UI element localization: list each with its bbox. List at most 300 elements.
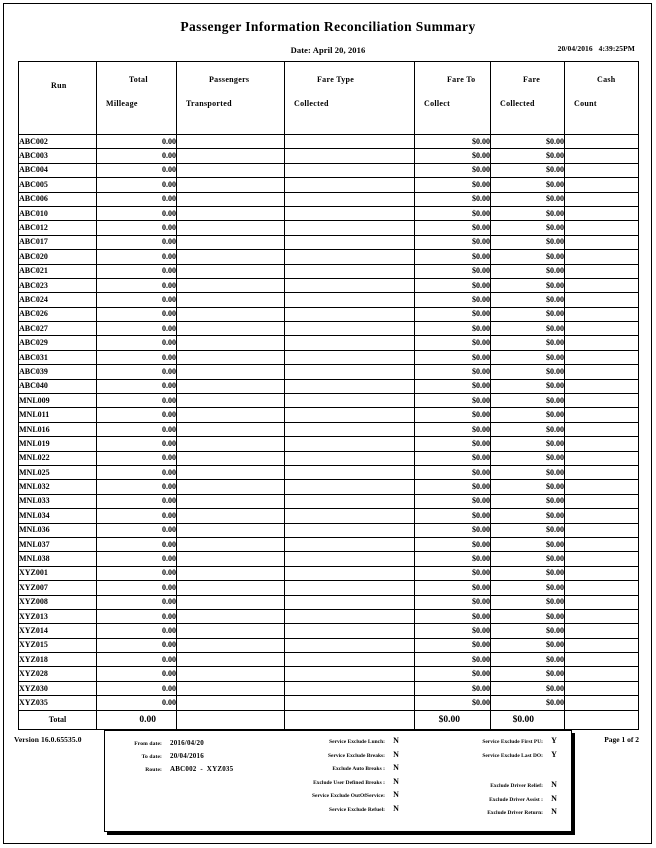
total-milleage-cell: 0.00 xyxy=(97,149,177,163)
fare-type-collected-cell xyxy=(285,149,415,163)
cash-count-cell xyxy=(565,235,639,249)
fare-collected-cell: $0.00 xyxy=(491,537,565,551)
fare-type-collected-cell xyxy=(285,221,415,235)
parameter-flag-row xyxy=(415,750,565,764)
passengers-transported-cell xyxy=(177,638,285,652)
parameter-flag-row xyxy=(415,794,565,808)
table-row xyxy=(19,365,639,379)
fare-collected-cell: $0.00 xyxy=(491,365,565,379)
table-row xyxy=(19,494,639,508)
parameter-flag-row xyxy=(255,750,407,764)
fare-collected-cell: $0.00 xyxy=(491,667,565,681)
fare-collected-cell: $0.00 xyxy=(491,307,565,321)
parameters-right-column xyxy=(415,736,565,821)
fare-to-collect-cell: $0.00 xyxy=(415,365,491,379)
table-row xyxy=(19,307,639,321)
parameter-flag-row xyxy=(415,736,565,750)
run-cell: MNL016 xyxy=(19,422,97,436)
fare-collected-cell: $0.00 xyxy=(491,206,565,220)
passengers-transported-cell xyxy=(177,581,285,595)
run-cell: MNL034 xyxy=(19,509,97,523)
run-cell: XYZ015 xyxy=(19,638,97,652)
fare-type-collected-cell xyxy=(285,350,415,364)
fare-collected-cell: $0.00 xyxy=(491,494,565,508)
total-milleage-cell: 0.00 xyxy=(97,451,177,465)
fare-collected-cell: $0.00 xyxy=(491,278,565,292)
fare-type-collected-cell xyxy=(285,322,415,336)
parameter-flag-label: Exclude Driver Relief: xyxy=(490,783,543,789)
passengers-transported-cell xyxy=(177,552,285,566)
passengers-transported-cell xyxy=(177,696,285,710)
cash-count-cell xyxy=(565,537,639,551)
fare-collected-cell: $0.00 xyxy=(491,523,565,537)
fare-type-collected-cell xyxy=(285,135,415,149)
parameter-flag-value: N xyxy=(551,780,557,789)
cash-count-cell xyxy=(565,379,639,393)
total-milleage-cell: 0.00 xyxy=(97,408,177,422)
table-row xyxy=(19,451,639,465)
column-header-fare-to-collect xyxy=(415,62,491,135)
table-row xyxy=(19,336,639,350)
parameter-value: 2016/04/20 xyxy=(170,739,204,747)
parameter-value: 20/04/2016 xyxy=(170,752,204,760)
column-header-fare-type-collected-line1: Fare Type xyxy=(317,75,355,84)
parameter-flag-label: Exclude Auto Breaks : xyxy=(332,766,385,772)
fare-collected-cell: $0.00 xyxy=(491,192,565,206)
fare-collected-cell: $0.00 xyxy=(491,480,565,494)
cash-count-cell xyxy=(565,135,639,149)
table-row xyxy=(19,250,639,264)
fare-to-collect-cell: $0.00 xyxy=(415,221,491,235)
parameter-flag-label: Exclude Driver Assist : xyxy=(489,796,543,803)
column-header-run-line1: Run xyxy=(51,81,67,90)
cash-count-cell xyxy=(565,437,639,451)
fare-to-collect-cell: $0.00 xyxy=(415,624,491,638)
run-cell: ABC004 xyxy=(19,163,97,177)
fare-to-collect-cell: $0.00 xyxy=(415,178,491,192)
passengers-transported-cell xyxy=(177,365,285,379)
column-header-fare-collected xyxy=(491,62,565,135)
run-cell: ABC010 xyxy=(19,206,97,220)
cash-count-cell xyxy=(565,681,639,695)
parameter-flag-value: N xyxy=(393,749,399,759)
fare-collected-cell: $0.00 xyxy=(491,437,565,451)
fare-to-collect-cell: $0.00 xyxy=(415,566,491,580)
fare-type-collected-cell xyxy=(285,250,415,264)
fare-type-collected-cell xyxy=(285,192,415,206)
cash-count-cell xyxy=(565,206,639,220)
table-row xyxy=(19,264,639,278)
table-row xyxy=(19,235,639,249)
fare-collected-cell: $0.00 xyxy=(491,581,565,595)
table-row xyxy=(19,480,639,494)
parameter-flag-label: Service Exclude Last DO: xyxy=(482,752,543,759)
parameter-flag-value: N xyxy=(393,790,399,799)
table-row xyxy=(19,566,639,580)
passengers-transported-cell xyxy=(177,379,285,393)
table-row xyxy=(19,681,639,695)
fare-type-collected-cell xyxy=(285,624,415,638)
fare-type-collected-cell xyxy=(285,437,415,451)
total-milleage-cell: 0.00 xyxy=(97,552,177,566)
fare-to-collect-cell: $0.00 xyxy=(415,149,491,163)
total-milleage-cell: 0.00 xyxy=(97,135,177,149)
fare-to-collect-cell: $0.00 xyxy=(415,408,491,422)
fare-type-collected-cell xyxy=(285,307,415,321)
passengers-transported-cell xyxy=(177,710,285,729)
fare-type-collected-cell xyxy=(285,566,415,580)
table-row xyxy=(19,163,639,177)
table-row xyxy=(19,465,639,479)
fare-to-collect-cell: $0.00 xyxy=(415,638,491,652)
total-milleage-cell: 0.00 xyxy=(97,322,177,336)
fare-collected-cell: $0.00 xyxy=(491,350,565,364)
fare-collected-cell: $0.00 xyxy=(491,609,565,623)
fare-collected-cell: $0.00 xyxy=(491,710,565,729)
fare-type-collected-cell xyxy=(285,206,415,220)
fare-to-collect-cell: $0.00 xyxy=(415,696,491,710)
fare-collected-cell: $0.00 xyxy=(491,322,565,336)
fare-type-collected-cell xyxy=(285,581,415,595)
passengers-transported-cell xyxy=(177,149,285,163)
table-row xyxy=(19,178,639,192)
total-milleage-cell: 0.00 xyxy=(97,494,177,508)
run-cell: ABC040 xyxy=(19,379,97,393)
cash-count-cell xyxy=(565,408,639,422)
parameter-flag-label: Exclude Driver Return: xyxy=(487,810,543,816)
passengers-transported-cell xyxy=(177,135,285,149)
cash-count-cell xyxy=(565,178,639,192)
total-milleage-cell: 0.00 xyxy=(97,422,177,436)
table-row xyxy=(19,509,639,523)
total-milleage-cell: 0.00 xyxy=(97,221,177,235)
fare-collected-cell: $0.00 xyxy=(491,638,565,652)
fare-collected-cell: $0.00 xyxy=(491,135,565,149)
parameter-label: To date: xyxy=(141,754,162,760)
fare-to-collect-cell: $0.00 xyxy=(415,480,491,494)
column-header-fare-to-collect-line1: Fare To xyxy=(447,75,476,84)
report-date-line: Date: April 20, 2016 xyxy=(290,45,366,55)
fare-type-collected-cell xyxy=(285,595,415,609)
passengers-transported-cell xyxy=(177,394,285,408)
fare-type-collected-cell xyxy=(285,509,415,523)
fare-collected-cell: $0.00 xyxy=(491,422,565,436)
parameter-flag-row xyxy=(255,763,407,777)
fare-collected-cell: $0.00 xyxy=(491,681,565,695)
total-milleage-cell: 0.00 xyxy=(97,638,177,652)
fare-to-collect-cell: $0.00 xyxy=(415,422,491,436)
fare-type-collected-cell xyxy=(285,537,415,551)
fare-to-collect-cell: $0.00 xyxy=(415,278,491,292)
cash-count-cell xyxy=(565,552,639,566)
run-cell: XYZ007 xyxy=(19,581,97,595)
column-header-fare-type-collected xyxy=(285,62,415,135)
column-header-passengers-transported-line2: Transported xyxy=(186,99,232,108)
fare-collected-cell: $0.00 xyxy=(491,465,565,479)
run-cell: XYZ001 xyxy=(19,566,97,580)
run-cell: MNL009 xyxy=(19,394,97,408)
fare-to-collect-cell: $0.00 xyxy=(415,264,491,278)
parameter-flag-value: N xyxy=(393,763,399,772)
run-cell: XYZ018 xyxy=(19,653,97,667)
fare-collected-cell: $0.00 xyxy=(491,235,565,249)
fare-collected-cell: $0.00 xyxy=(491,552,565,566)
fare-type-collected-cell xyxy=(285,178,415,192)
parameter-flag-value: N xyxy=(551,807,557,816)
fare-collected-cell: $0.00 xyxy=(491,624,565,638)
cash-count-cell xyxy=(565,221,639,235)
fare-collected-cell: $0.00 xyxy=(491,293,565,307)
fare-type-collected-cell xyxy=(285,465,415,479)
run-cell: Total xyxy=(19,710,97,729)
column-header-total-milleage xyxy=(97,62,177,135)
passengers-transported-cell xyxy=(177,336,285,350)
table-row xyxy=(19,149,639,163)
table-row xyxy=(19,537,639,551)
fare-collected-cell: $0.00 xyxy=(491,379,565,393)
fare-to-collect-cell: $0.00 xyxy=(415,163,491,177)
parameter-flag-label: Service Exclude Lunch: xyxy=(329,739,385,745)
total-milleage-cell: 0.00 xyxy=(97,350,177,364)
parameters-panel xyxy=(104,730,572,832)
parameter-value: ABC002 - XYZ035 xyxy=(170,765,234,773)
cash-count-cell xyxy=(565,163,639,177)
cash-count-cell xyxy=(565,653,639,667)
run-cell: MNL033 xyxy=(19,494,97,508)
fare-to-collect-cell: $0.00 xyxy=(415,293,491,307)
total-milleage-cell: 0.00 xyxy=(97,480,177,494)
fare-type-collected-cell xyxy=(285,235,415,249)
passengers-transported-cell xyxy=(177,250,285,264)
cash-count-cell xyxy=(565,523,639,537)
total-milleage-cell: 0.00 xyxy=(97,178,177,192)
cash-count-cell xyxy=(565,581,639,595)
column-header-fare-type-collected-line2: Collected xyxy=(294,99,329,108)
passengers-transported-cell xyxy=(177,437,285,451)
passengers-transported-cell xyxy=(177,178,285,192)
fare-to-collect-cell: $0.00 xyxy=(415,235,491,249)
passengers-transported-cell xyxy=(177,206,285,220)
total-milleage-cell: 0.00 xyxy=(97,235,177,249)
total-milleage-cell: 0.00 xyxy=(97,609,177,623)
column-header-fare-collected-line1: Fare xyxy=(523,75,541,84)
fare-type-collected-cell xyxy=(285,696,415,710)
reconciliation-table xyxy=(18,61,639,730)
parameter-flag-row xyxy=(255,804,407,818)
passengers-transported-cell xyxy=(177,422,285,436)
passengers-transported-cell xyxy=(177,192,285,206)
total-milleage-cell: 0.00 xyxy=(97,595,177,609)
run-cell: ABC021 xyxy=(19,264,97,278)
cash-count-cell xyxy=(565,278,639,292)
run-cell: MNL019 xyxy=(19,437,97,451)
parameter-flag-row xyxy=(415,807,565,821)
fare-collected-cell: $0.00 xyxy=(491,221,565,235)
run-cell: XYZ035 xyxy=(19,696,97,710)
parameter-flag-row xyxy=(255,790,407,804)
passengers-transported-cell xyxy=(177,595,285,609)
cash-count-cell xyxy=(565,710,639,729)
parameter-flag-label: Service Exclude Breaks: xyxy=(327,752,385,759)
parameters-middle-column xyxy=(255,736,407,817)
run-cell: ABC003 xyxy=(19,149,97,163)
run-cell: MNL025 xyxy=(19,465,97,479)
fare-collected-cell: $0.00 xyxy=(491,394,565,408)
passengers-transported-cell xyxy=(177,408,285,422)
total-milleage-cell: 0.00 xyxy=(97,192,177,206)
fare-collected-cell: $0.00 xyxy=(491,163,565,177)
cash-count-cell xyxy=(565,293,639,307)
passengers-transported-cell xyxy=(177,264,285,278)
fare-to-collect-cell: $0.00 xyxy=(415,322,491,336)
parameter-flag-row xyxy=(415,763,565,780)
cash-count-cell xyxy=(565,609,639,623)
fare-type-collected-cell xyxy=(285,681,415,695)
column-header-cash-count-line2: Count xyxy=(574,99,597,108)
total-milleage-cell: 0.00 xyxy=(97,696,177,710)
passengers-transported-cell xyxy=(177,494,285,508)
passengers-transported-cell xyxy=(177,653,285,667)
parameter-flag-value: Y xyxy=(551,736,557,745)
fare-to-collect-cell: $0.00 xyxy=(415,135,491,149)
fare-collected-cell: $0.00 xyxy=(491,336,565,350)
parameter-flag-label: Exclude User Defined Breaks : xyxy=(313,779,385,786)
passengers-transported-cell xyxy=(177,523,285,537)
fare-to-collect-cell: $0.00 xyxy=(415,552,491,566)
fare-type-collected-cell xyxy=(285,609,415,623)
fare-to-collect-cell: $0.00 xyxy=(415,192,491,206)
table-row xyxy=(19,609,639,623)
fare-type-collected-cell xyxy=(285,379,415,393)
run-cell: MNL022 xyxy=(19,451,97,465)
passengers-transported-cell xyxy=(177,609,285,623)
table-row xyxy=(19,437,639,451)
cash-count-cell xyxy=(565,250,639,264)
total-milleage-cell: 0.00 xyxy=(97,509,177,523)
fare-type-collected-cell xyxy=(285,710,415,729)
fare-to-collect-cell: $0.00 xyxy=(415,465,491,479)
table-row xyxy=(19,394,639,408)
fare-type-collected-cell xyxy=(285,523,415,537)
total-milleage-cell: 0.00 xyxy=(97,394,177,408)
parameter-label: Route: xyxy=(145,767,162,773)
run-cell: XYZ014 xyxy=(19,624,97,638)
run-cell: ABC002 xyxy=(19,135,97,149)
cash-count-cell xyxy=(565,494,639,508)
total-milleage-cell: 0.00 xyxy=(97,365,177,379)
fare-collected-cell: $0.00 xyxy=(491,149,565,163)
run-cell: ABC031 xyxy=(19,350,97,364)
parameter-flag-row xyxy=(255,736,407,750)
parameter-flag-value: N xyxy=(393,776,399,786)
fare-type-collected-cell xyxy=(285,394,415,408)
table-row xyxy=(19,552,639,566)
passengers-transported-cell xyxy=(177,681,285,695)
total-milleage-cell: 0.00 xyxy=(97,537,177,551)
column-header-fare-to-collect-line2: Collect xyxy=(424,99,451,108)
parameter-flag-value: N xyxy=(393,803,399,813)
fare-type-collected-cell xyxy=(285,638,415,652)
passengers-transported-cell xyxy=(177,221,285,235)
total-milleage-cell: 0.00 xyxy=(97,264,177,278)
fare-to-collect-cell: $0.00 xyxy=(415,350,491,364)
table-total-row xyxy=(19,710,639,729)
fare-to-collect-cell: $0.00 xyxy=(415,437,491,451)
table-row xyxy=(19,624,639,638)
fare-to-collect-cell: $0.00 xyxy=(415,609,491,623)
cash-count-cell xyxy=(565,149,639,163)
cash-count-cell xyxy=(565,638,639,652)
table-header-row xyxy=(19,62,639,135)
cash-count-cell xyxy=(565,566,639,580)
run-cell: XYZ030 xyxy=(19,681,97,695)
total-milleage-cell: 0.00 xyxy=(97,293,177,307)
run-cell: ABC005 xyxy=(19,178,97,192)
parameter-flag-value: Y xyxy=(551,749,557,759)
total-milleage-cell: 0.00 xyxy=(97,206,177,220)
table-row xyxy=(19,581,639,595)
fare-to-collect-cell: $0.00 xyxy=(415,379,491,393)
fare-collected-cell: $0.00 xyxy=(491,566,565,580)
table-row xyxy=(19,523,639,537)
total-milleage-cell: 0.00 xyxy=(97,523,177,537)
fare-collected-cell: $0.00 xyxy=(491,696,565,710)
table-row xyxy=(19,422,639,436)
table-row xyxy=(19,653,639,667)
passengers-transported-cell xyxy=(177,163,285,177)
total-milleage-cell: 0.00 xyxy=(97,278,177,292)
run-cell: MNL011 xyxy=(19,408,97,422)
print-timestamp: 20/04/2016 4:39:25PM xyxy=(557,44,635,53)
fare-collected-cell: $0.00 xyxy=(491,264,565,278)
fare-type-collected-cell xyxy=(285,365,415,379)
total-milleage-cell: 0.00 xyxy=(97,437,177,451)
cash-count-cell xyxy=(565,480,639,494)
fare-to-collect-cell: $0.00 xyxy=(415,336,491,350)
total-milleage-cell: 0.00 xyxy=(97,624,177,638)
cash-count-cell xyxy=(565,451,639,465)
cash-count-cell xyxy=(565,624,639,638)
total-milleage-cell: 0.00 xyxy=(97,379,177,393)
column-header-fare-collected-line2: Collected xyxy=(500,99,535,108)
fare-to-collect-cell: $0.00 xyxy=(415,653,491,667)
parameter-flag-label: Service Exclude First PU: xyxy=(482,739,543,745)
table-body xyxy=(19,135,639,730)
total-milleage-cell: 0.00 xyxy=(97,710,177,729)
fare-to-collect-cell: $0.00 xyxy=(415,394,491,408)
fare-collected-cell: $0.00 xyxy=(491,178,565,192)
column-header-passengers-transported xyxy=(177,62,285,135)
fare-to-collect-cell: $0.00 xyxy=(415,250,491,264)
run-cell: ABC006 xyxy=(19,192,97,206)
run-cell: XYZ013 xyxy=(19,609,97,623)
parameter-flag-row xyxy=(415,780,565,794)
parameter-flag-value: N xyxy=(393,736,399,745)
fare-type-collected-cell xyxy=(285,552,415,566)
fare-to-collect-cell: $0.00 xyxy=(415,509,491,523)
passengers-transported-cell xyxy=(177,278,285,292)
fare-to-collect-cell: $0.00 xyxy=(415,451,491,465)
fare-type-collected-cell xyxy=(285,264,415,278)
fare-type-collected-cell xyxy=(285,451,415,465)
passengers-transported-cell xyxy=(177,350,285,364)
version-label: Version 16.0.65535.0 xyxy=(14,735,82,744)
passengers-transported-cell xyxy=(177,322,285,336)
fare-type-collected-cell xyxy=(285,494,415,508)
parameter-flag-row xyxy=(255,777,407,791)
passengers-transported-cell xyxy=(177,566,285,580)
page-number-label: Page 1 of 2 xyxy=(604,735,639,744)
